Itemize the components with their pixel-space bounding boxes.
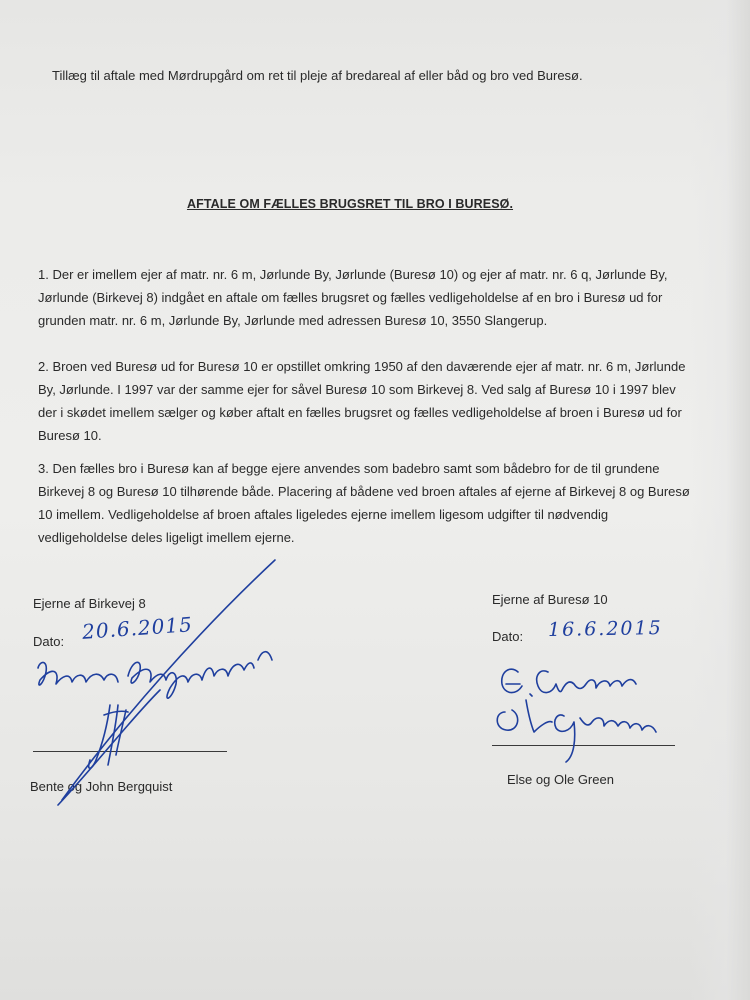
owners-label-left: Ejerne af Birkevej 8 — [33, 596, 146, 611]
document-header: Tillæg til aftale med Mørdrupgård om ret til pleje af bredareal af eller båd og bro ved Buresø. — [52, 68, 583, 83]
date-label-right: Dato: — [492, 629, 524, 644]
handwritten-date-left: 20.6.2015 — [81, 612, 194, 644]
paragraph-2: 2. Broen ved Buresø ud for Buresø 10 er opstillet omkring 1950 af den daværende ejer af matr. nr. 6 m, Jørlunde By, Jørlunde. I 1997 var der samme ejer for såvel Buresø 10 som Birkevej 8. Ved salg af Buresø 10 i 1997 blev der i skødet imellem sælger og køber aftalt en fælles brugsret og fælles vedligeholdelse af broen i Buresø ud for Buresø 10. — [38, 359, 686, 443]
handwritten-date-right: 16.6.2015 — [547, 617, 663, 641]
signer-names-right: Else og Ole Green — [507, 772, 614, 787]
paragraph-1: 1. Der er imellem ejer af matr. nr. 6 m, Jørlunde By, Jørlunde (Buresø 10) og ejer af matr. nr. 6 q, Jørlunde By, Jørlunde (Birkevej 8) indgået en aftale om fælles brugsret og fælles vedligeholdelse af en bro i Buresø ud for grunden matr. nr. 6 m, Jørlunde By, Jørlunde med adressen Buresø 10, 3550 Slangerup. — [38, 267, 668, 328]
document-title: AFTALE OM FÆLLES BRUGSRET TIL BRO I BURESØ. — [186, 197, 514, 211]
signature-line-left — [33, 751, 227, 752]
paragraph-3: 3. Den fælles bro i Buresø kan af begge ejere anvendes som badebro samt som bådebro for de til grundene Birkevej 8 og Buresø 10 tilhørende både. Placering af bådene ved broen aftales af ejerne af Birkevej 8 og Buresø 10 imellem. Vedligeholdelse af broen aftales ligeledes ejerne imellem ligesom udgifter til nødvendig vedligeholdelse deles ligeligt imellem ejerne. — [38, 461, 690, 545]
signature-line-right — [492, 745, 675, 746]
date-label-left: Dato: — [33, 634, 65, 649]
owners-label-right: Ejerne af Buresø 10 — [492, 592, 608, 607]
signer-names-left: Bente og John Bergquist — [30, 779, 173, 794]
